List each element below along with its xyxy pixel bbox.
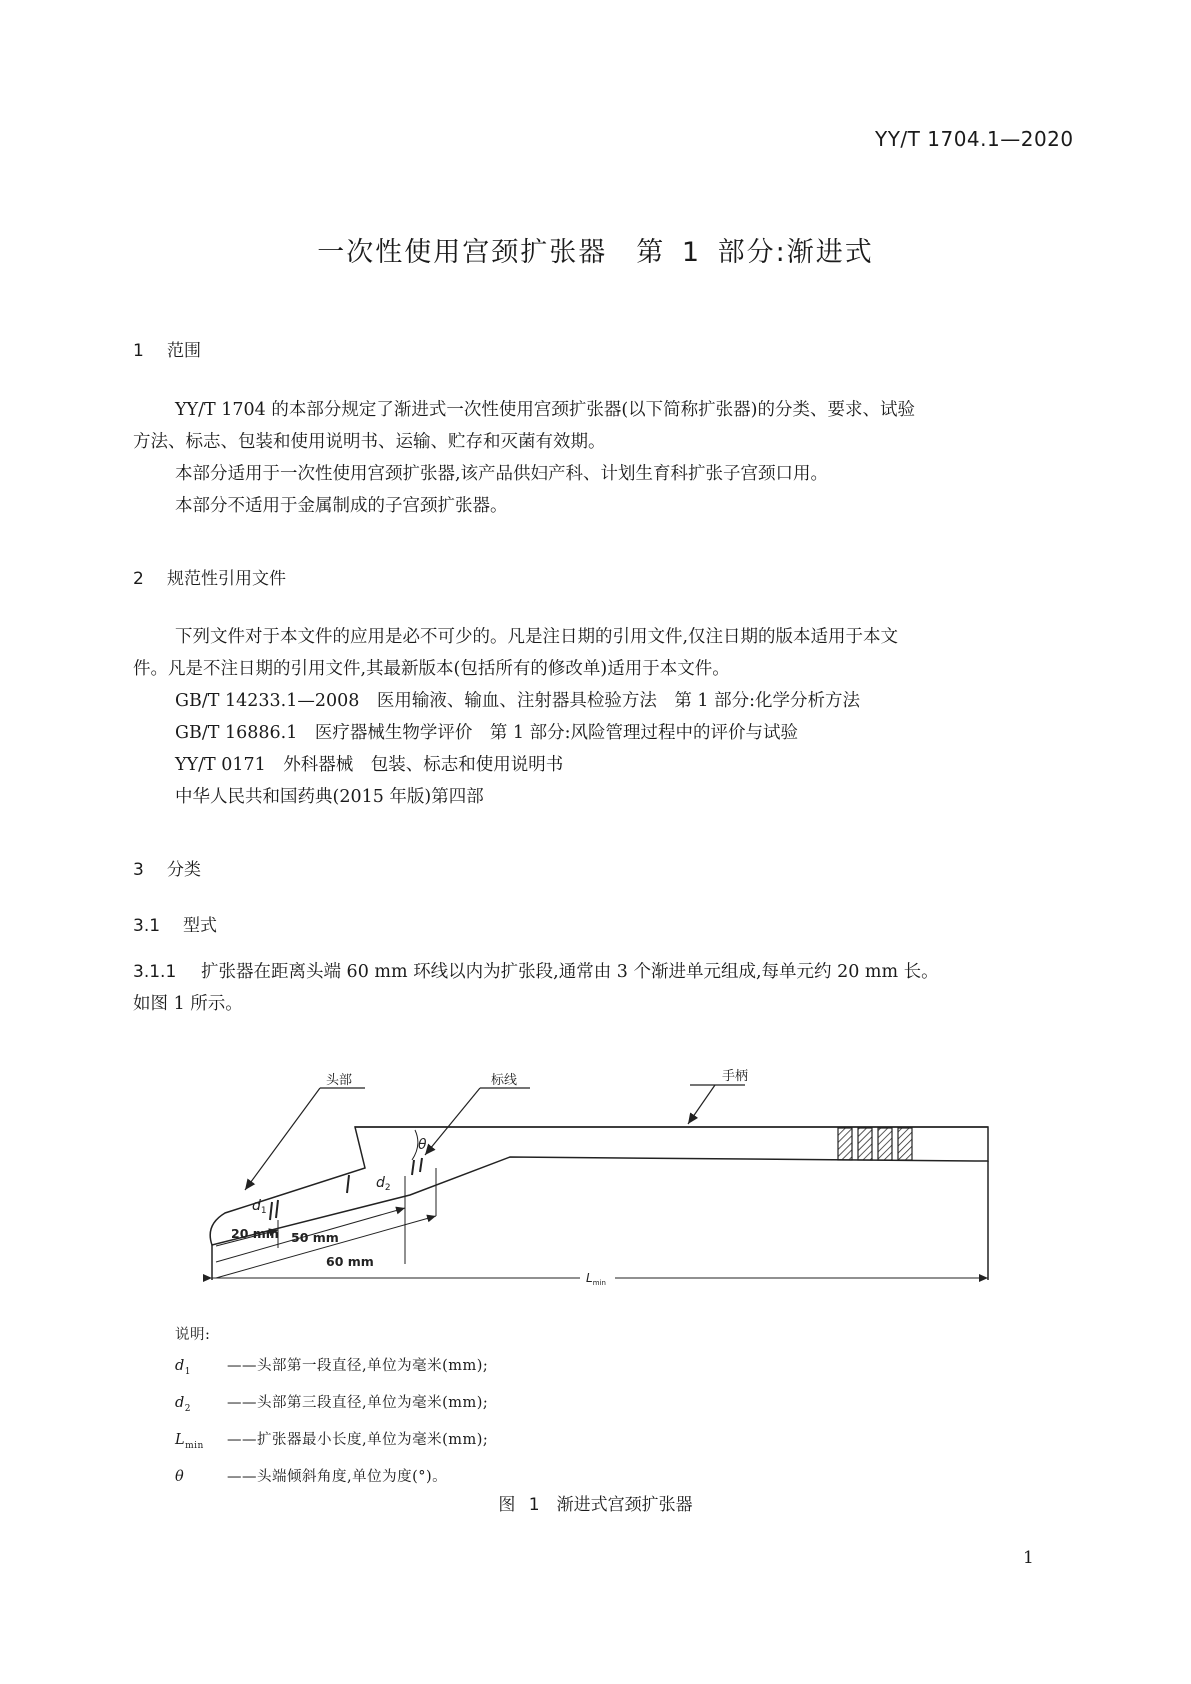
label-handle: 手柄 xyxy=(722,1069,749,1084)
paragraph-continuation: 如图 1 所示。 xyxy=(133,994,243,1014)
legend-item xyxy=(175,1425,488,1462)
section-number: 1 xyxy=(133,341,144,361)
legend-symbol: $L_{min}$ xyxy=(175,1431,204,1451)
paragraph: 下列文件对于本文件的应用是必不可少的。凡是注日期的引用文件,仅注日期的版本适用于本文 xyxy=(175,627,899,647)
figure-legend xyxy=(175,1320,488,1499)
section-title: 范围 xyxy=(167,341,201,361)
label-dim-20: 20 mm xyxy=(231,1226,279,1241)
paragraph-continuation: 方法、标志、包装和使用说明书、运输、贮存和灭菌有效期。 xyxy=(133,432,606,452)
section-title: 型式 xyxy=(183,916,217,936)
legend-item xyxy=(175,1388,488,1425)
label-d2: $d_2$ xyxy=(376,1175,391,1193)
section-number: 2 xyxy=(133,569,144,589)
legend-title: 说明: xyxy=(175,1327,211,1343)
label-head: 头部 xyxy=(326,1073,353,1088)
label-mark-line: 标线 xyxy=(491,1073,518,1088)
clause-number: 3.1.1 xyxy=(133,962,177,982)
leader-lines xyxy=(245,1085,745,1190)
section-title: 分类 xyxy=(167,860,201,880)
legend-desc: ——头部第一段直径,单位为毫米(mm); xyxy=(227,1358,489,1374)
paragraph: YY/T 1704 的本部分规定了渐进式一次性使用宫颈扩张器(以下简称扩张器)的分类、要求、试验 xyxy=(175,400,915,420)
label-lmin: $L_{min}$ xyxy=(586,1271,606,1287)
reference-item: GB/T 14233.1—2008 医用输液、输血、注射器具检验方法 第 1 部分:化学分析方法 xyxy=(175,691,861,711)
legend-desc: ——头部第三段直径,单位为毫米(mm); xyxy=(227,1394,489,1411)
handle-grip-marks xyxy=(838,1128,912,1160)
legend-symbol: θ xyxy=(175,1468,185,1485)
clause-text: 扩张器在距离头端 60 mm 环线以内为扩张段,通常由 3 个渐进单元组成,每单元约 20 mm 长。 xyxy=(201,962,939,982)
label-dim-50: 50 mm xyxy=(291,1230,339,1245)
legend-item xyxy=(175,1351,488,1388)
reference-item: YY/T 0171 外科器械 包装、标志和使用说明书 xyxy=(175,755,564,775)
reference-item: 中华人民共和国药典(2015 年版)第四部 xyxy=(175,787,484,807)
page-number: 1 xyxy=(1023,1548,1034,1568)
label-d1: $d_1$ xyxy=(252,1198,267,1216)
label-theta: θ xyxy=(418,1137,427,1153)
legend-symbol: $d_2$ xyxy=(175,1394,192,1414)
section-number: 3 xyxy=(133,860,144,880)
paragraph-continuation: 件。凡是不注日期的引用文件,其最新版本(包括所有的修改单)适用于本文件。 xyxy=(133,659,730,679)
paragraph: 本部分适用于一次性使用宫颈扩张器,该产品供妇产科、计划生育科扩张子宫颈口用。 xyxy=(175,464,829,484)
reference-item: GB/T 16886.1 医疗器械生物学评价 第 1 部分:风险管理过程中的评价与试验 xyxy=(175,723,798,743)
legend-desc: ——扩张器最小长度,单位为毫米(mm); xyxy=(227,1431,489,1448)
paragraph: 本部分不适用于金属制成的子宫颈扩张器。 xyxy=(175,496,508,516)
section-number: 3.1 xyxy=(133,916,161,936)
standard-code: YY/T 1704.1—2020 xyxy=(875,127,1074,151)
legend-symbol: $d_1$ xyxy=(175,1358,192,1377)
legend-desc: ——头端倾斜角度,单位为度(°)。 xyxy=(227,1468,448,1485)
document-title: 一次性使用宫颈扩张器 第 1 部分:渐进式 xyxy=(317,237,874,268)
figure-caption: 图 1 渐进式宫颈扩张器 xyxy=(498,1495,693,1515)
label-dim-60: 60 mm xyxy=(326,1254,374,1269)
section-title: 规范性引用文件 xyxy=(167,569,286,589)
